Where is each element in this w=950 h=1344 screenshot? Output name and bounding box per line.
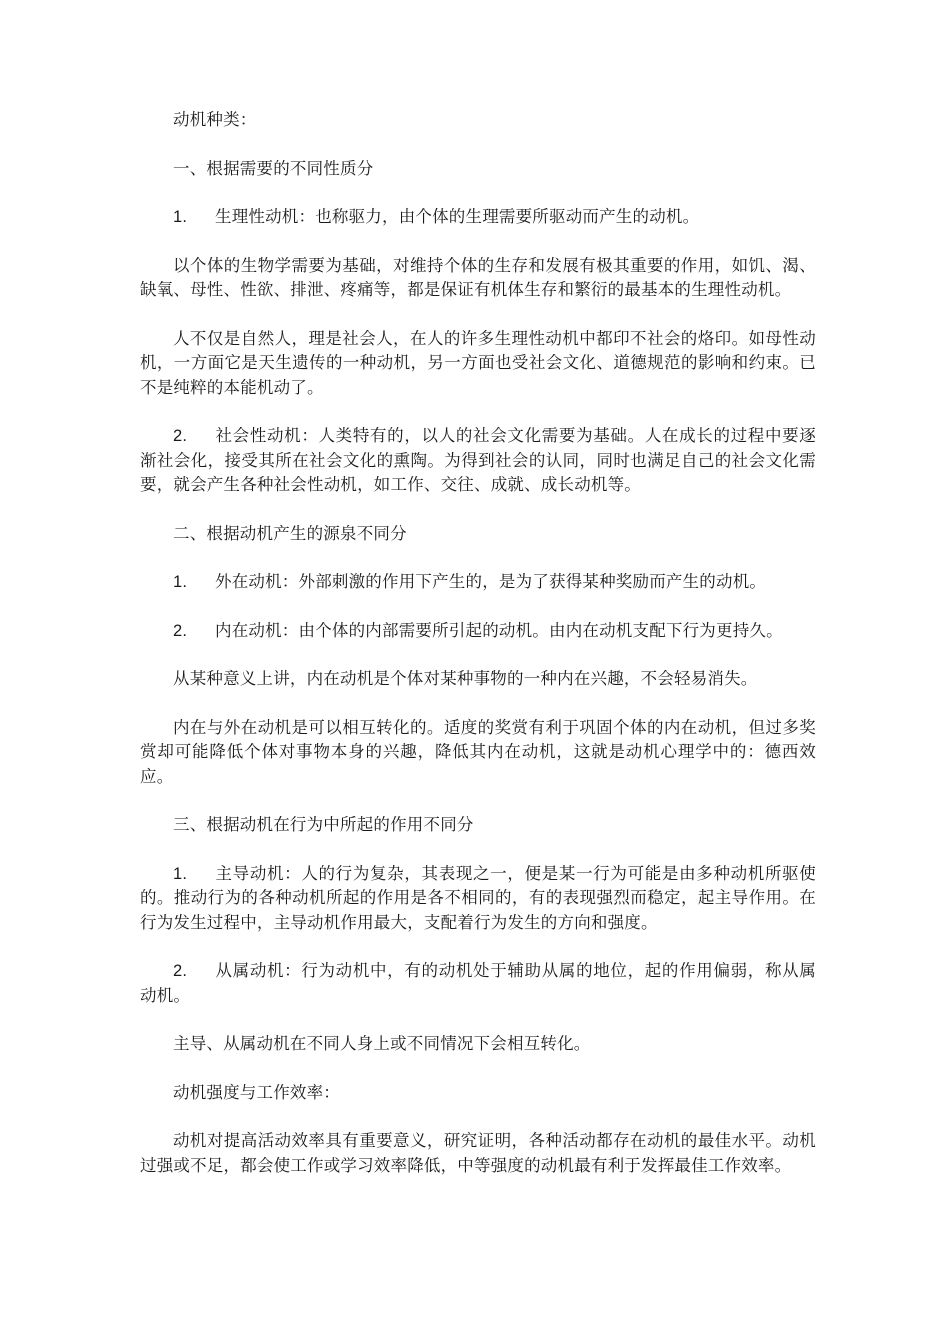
- heading-motivation-types: 动机种类：: [173, 110, 257, 129]
- heading-efficiency: 动机强度与工作效率：: [173, 1082, 340, 1102]
- list-number: 2.: [173, 621, 188, 640]
- section-1-item-1: [140, 205, 816, 230]
- section-2-paragraph-b: 内在与外在动机是可以相互转化的。适度的奖赏有利于巩固个体的内在动机，但过多奖赏却可能降低个体对事物本身的兴趣，降低其内在动机，这就是动机心理学中的：德西效应。: [140, 717, 816, 786]
- list-number: 2.: [173, 427, 188, 445]
- list-item-text: 主导动机：人的行为复杂，其表现之一，便是某一行为可能是由多种动机所驱使的。推动行为的各种动机所起的作用是各不相同的，有的表现强烈而稳定，起主导作用。在行为发生过程中，主导动机作用最大，支配着行为发生的方向和强度。: [140, 863, 816, 932]
- list-number: 2.: [173, 962, 188, 980]
- section-2-item-1: [140, 570, 816, 595]
- list-number: 1.: [173, 864, 188, 883]
- section-1-paragraph-b: 人不仅是自然人，理是社会人，在人的许多生理性动机中都印不社会的烙印。如母性动机，一方面它是天生遗传的一种动机，另一方面也受社会文化、道德规范的影响和约束。已不是纯粹的本能机动了。: [140, 328, 816, 397]
- list-item-text: 社会性动机：人类特有的，以人的社会文化需要为基础。人在成长的过程中要逐渐社会化，接受其所在社会文化的熏陶。为得到社会的认同，同时也满足自己的社会文化需要，就会产生各种社会性动机，如工作、交往、成就、成长动机等。: [140, 426, 816, 494]
- list-number: 1.: [173, 208, 188, 226]
- list-item-text: 内在动机：由个体的内部需要所引起的动机。由内在动机支配下行为更持久。: [215, 620, 783, 640]
- section-2-title: 二、根据动机产生的源泉不同分: [173, 523, 407, 543]
- section-2-paragraph-a: 从某种意义上讲，内在动机是个体对某种事物的一种内在兴趣，不会轻易消失。: [173, 669, 758, 688]
- list-item-text: 生理性动机：也称驱力，由个体的生理需要所驱动而产生的动机。: [215, 207, 700, 226]
- list-number: 1.: [173, 573, 188, 591]
- efficiency-paragraph: 动机对提高活动效率具有重要意义，研究证明，各种活动都存在动机的最佳水平。动机过强或不足，都会使工作或学习效率降低，中等强度的动机最有利于发挥最佳工作效率。: [140, 1131, 816, 1175]
- list-item-text: 外在动机：外部刺激的作用下产生的，是为了获得某种奖励而产生的动机。: [215, 572, 767, 591]
- section-3-item-2: [140, 959, 816, 1008]
- list-item-text: 从属动机：行为动机中，有的动机处于辅助从属的地位，起的作用偏弱，称从属动机。: [140, 961, 816, 1005]
- section-2-item-2: [140, 619, 816, 644]
- section-1-paragraph-a: 以个体的生物学需要为基础，对维持个体的生存和发展有极其重要的作用，如饥、渴、缺氧、母性、性欲、排泄、疼痛等，都是保证有机体生存和繁衍的最基本的生理性动机。: [140, 255, 816, 299]
- section-1-item-2: [140, 424, 816, 498]
- section-3-item-1: [140, 862, 816, 936]
- section-3-paragraph-a: 主导、从属动机在不同人身上或不同情况下会相互转化。: [173, 1034, 591, 1053]
- section-3-title: 三、根据动机在行为中所起的作用不同分: [173, 815, 474, 834]
- section-1-title: 一、根据需要的不同性质分: [173, 158, 374, 178]
- document-body: [140, 108, 816, 1202]
